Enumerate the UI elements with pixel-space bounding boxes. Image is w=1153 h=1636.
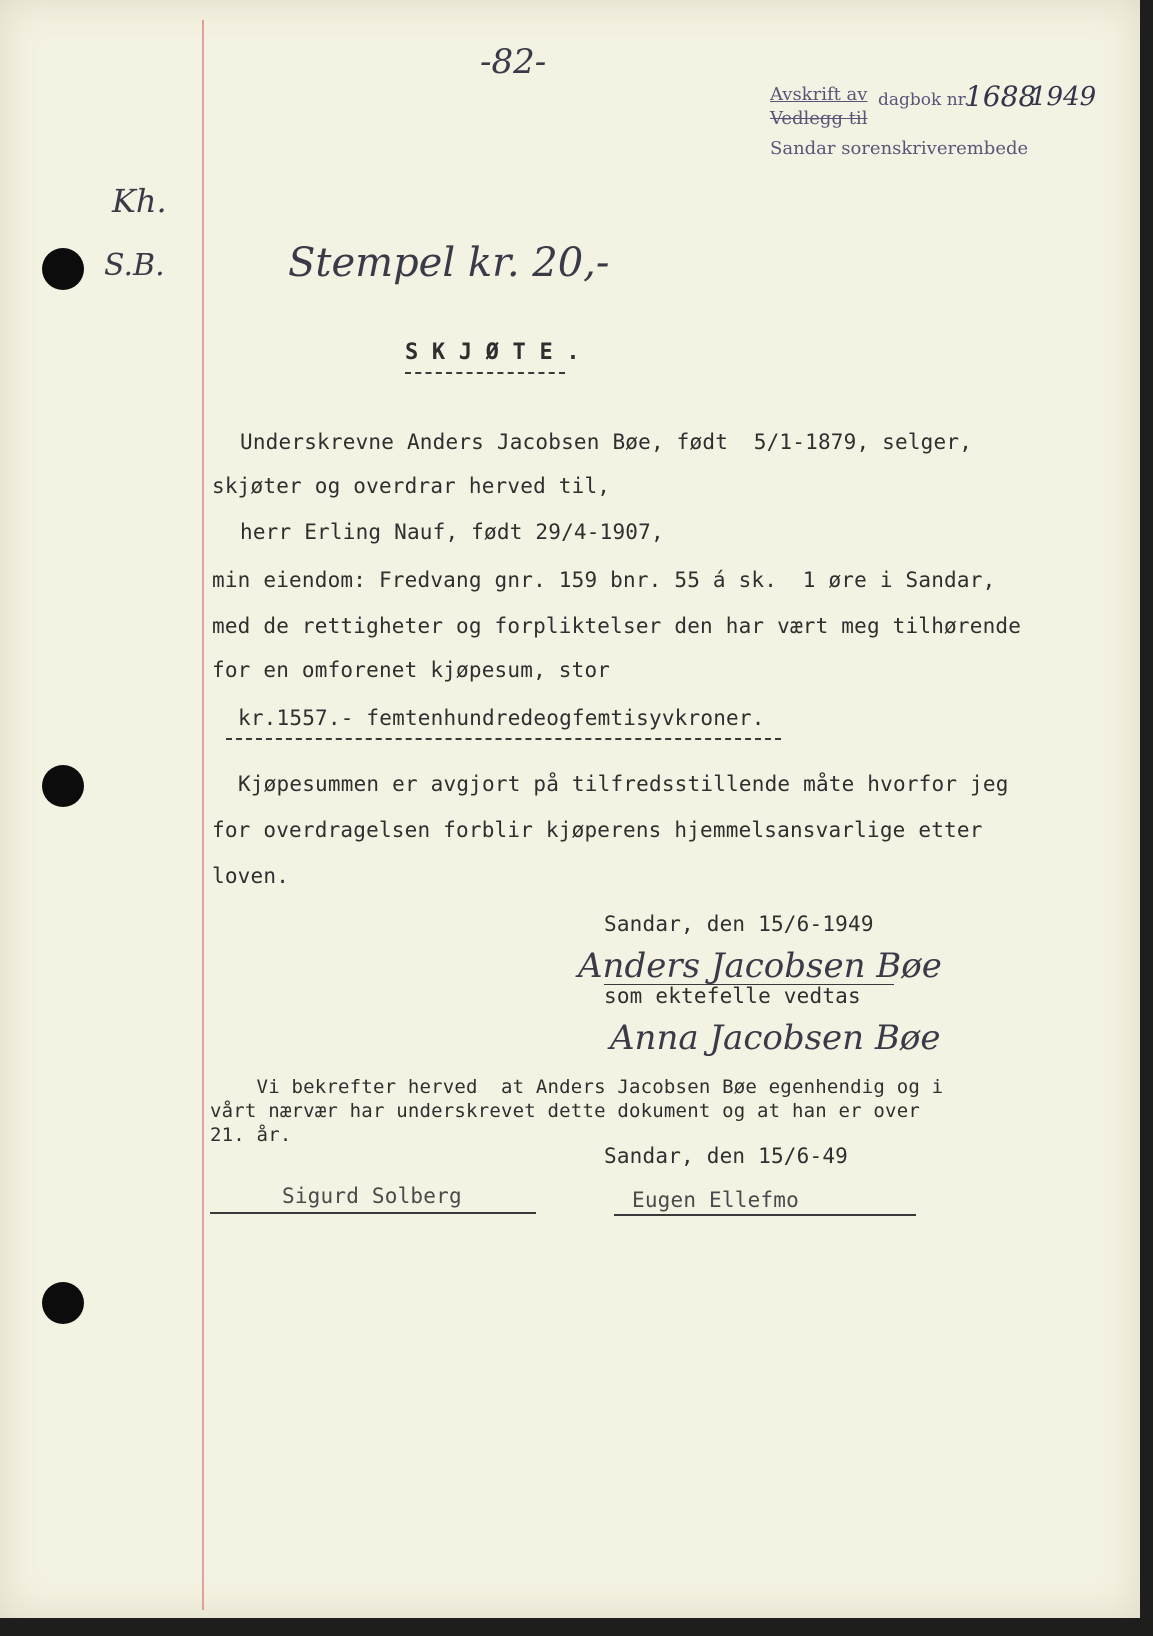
witness-1-line <box>210 1212 536 1214</box>
punch-hole-middle <box>42 765 84 807</box>
body2-line-3: loven. <box>212 864 290 888</box>
document-title: S K J Ø T E . <box>405 340 580 365</box>
punch-hole-bottom <box>42 1282 84 1324</box>
stamp-number: 1688 <box>965 80 1037 113</box>
body-line-7: kr.1557.- femtenhundredeogfemtisyvkroner. <box>238 706 765 730</box>
witness-line-1: Vi bekrefter herved at Anders Jacobsen Bøe egenhendig og i <box>210 1076 944 1098</box>
place-date-1: Sandar, den 15/6-1949 <box>604 912 874 936</box>
place-date-2: Sandar, den 15/6-49 <box>604 1144 849 1168</box>
body-line-4: min eiendom: Fredvang gnr. 159 bnr. 55 á sk. 1 øre i Sandar, <box>212 568 996 592</box>
signature-spouse: Anna Jacobsen Bøe <box>610 1018 941 1058</box>
stamp-fee: Stempel kr. 20,- <box>288 240 610 286</box>
witness-1-name: Sigurd Solberg <box>282 1184 462 1208</box>
stamp-vedlegg: Vedlegg til <box>770 108 868 129</box>
stamp-dagbok: dagbok nr. <box>878 90 970 110</box>
witness-line-3: 21. år. <box>210 1124 292 1146</box>
punch-hole-top <box>42 248 84 290</box>
witness-line-2: vårt nærvær har underskrevet dette dokument og at han er over <box>210 1100 920 1122</box>
body-line-6: for en omforenet kjøpesum, stor <box>212 658 611 682</box>
amount-underline <box>226 738 781 740</box>
spouse-note: som ektefelle vedtas <box>604 984 861 1008</box>
margin-line <box>202 20 204 1610</box>
body-line-2: skjøter og overdrar herved til, <box>212 474 611 498</box>
signature-seller: Anders Jacobsen Bøe <box>578 946 942 986</box>
body-line-1: Underskrevne Anders Jacobsen Bøe, født 5/1-1879, selger, <box>240 430 973 454</box>
margin-note-line2: S.B. <box>104 248 165 283</box>
stamp-avskrift: Avskrift av <box>770 84 868 105</box>
page-number: -82- <box>480 42 547 82</box>
body-line-3: herr Erling Nauf, født 29/4-1907, <box>240 520 664 544</box>
witness-2-line <box>614 1214 916 1216</box>
stamp-office: Sandar sorenskriverembede <box>770 138 1029 159</box>
body2-line-1: Kjøpesummen er avgjort på tilfredsstillende måte hvorfor jeg <box>238 772 1009 796</box>
body-line-5: med de rettigheter og forpliktelser den har vært meg tilhørende <box>212 614 1022 638</box>
witness-2-name: Eugen Ellefmo <box>632 1188 799 1212</box>
stamp-year: 1949 <box>1030 82 1097 112</box>
margin-note-line1: Kh. <box>112 182 167 220</box>
body2-line-2: for overdragelsen forblir kjøperens hjemmelsansvarlige etter <box>212 818 983 842</box>
title-underline <box>405 372 565 374</box>
